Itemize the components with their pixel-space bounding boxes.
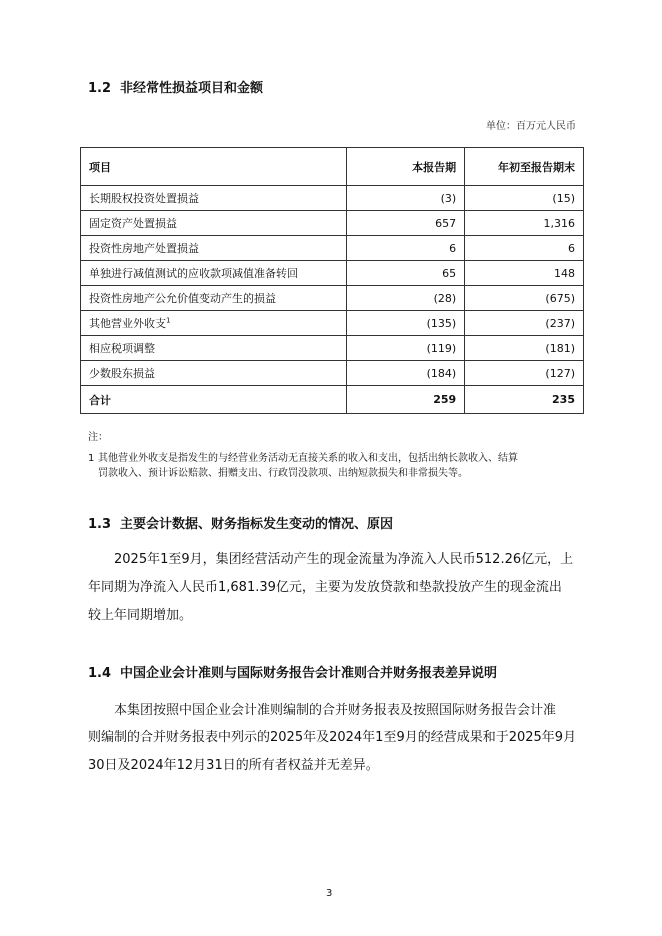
section-1-4-line-2: 则编制的合并财务报表中列示的2025年及2024年1至9月的经营成果和于2025年9月 (88, 730, 577, 745)
non-recurring-items-table (80, 147, 584, 414)
section-1-3-line-3: 较上年同期增加。 (88, 608, 193, 623)
section-1-4-line-1: 本集团按照中国企业会计准则编制的合并财务报表及按照国际财务报告会计准 (114, 703, 557, 718)
row-ytd: (15) (465, 186, 584, 211)
row-ytd: (675) (465, 286, 584, 311)
note-1-line-2: 罚款收入、预计诉讼赔款、捐赠支出、行政罚没款项、出纳短款损失和非常损失等。 (98, 468, 468, 479)
row-current: (3) (347, 186, 465, 211)
section-number: 1.3 (88, 517, 112, 532)
header-item: 项目 (81, 148, 347, 186)
row-label: 固定资产处置损益 (81, 211, 347, 236)
section-title: 非经常性损益项目和金额 (120, 81, 264, 96)
notes-heading: 注： (88, 432, 108, 443)
row-ytd: 6 (465, 236, 584, 261)
row-label: 其他营业外收支$^1$ (81, 311, 347, 336)
note-1-number: 1 (88, 453, 95, 464)
row-current: 657 (347, 211, 465, 236)
note-1-line-1: 其他营业外收支是指发生的与经营业务活动无直接关系的收入和支出，包括出纳长款收入、结算 (98, 453, 518, 464)
header-year-to-date: 年初至报告期末 (465, 148, 584, 186)
section-number: 1.4 (88, 666, 112, 681)
row-ytd: 1,316 (465, 211, 584, 236)
row-current: (135) (347, 311, 465, 336)
row-label: 投资性房地产处置损益 (81, 236, 347, 261)
row-ytd: (237) (465, 311, 584, 336)
table-total-row (81, 386, 584, 414)
row-ytd: (181) (465, 336, 584, 361)
table-row (81, 361, 584, 386)
table-row (81, 286, 584, 311)
section-1-3-line-1: 2025年1至9月，集团经营活动产生的现金流量为净流入人民币512.26亿元，上 (114, 552, 574, 567)
header-current-period: 本报告期 (347, 148, 465, 186)
table-header-row (81, 148, 584, 186)
row-ytd: (127) (465, 361, 584, 386)
row-current: (184) (347, 361, 465, 386)
section-number: 1.2 (88, 81, 112, 96)
row-current: 6 (347, 236, 465, 261)
row-ytd: 148 (465, 261, 584, 286)
total-ytd: 235 (465, 386, 584, 414)
unit-label: 单位：百万元人民币 (486, 121, 576, 132)
table-row (81, 311, 584, 336)
table-row (81, 211, 584, 236)
section-title: 中国企业会计准则与国际财务报告会计准则合并财务报表差异说明 (120, 666, 498, 681)
section-1-4-line-3: 30日及2024年12月31日的所有者权益并无差异。 (88, 758, 379, 773)
row-current: (119) (347, 336, 465, 361)
row-label: 投资性房地产公允价值变动产生的损益 (81, 286, 347, 311)
row-label: 长期股权投资处置损益 (81, 186, 347, 211)
table-row (81, 186, 584, 211)
row-current: 65 (347, 261, 465, 286)
row-label: 单独进行减值测试的应收款项减值准备转回 (81, 261, 347, 286)
total-label: 合计 (81, 386, 347, 414)
section-title: 主要会计数据、财务指标发生变动的情况、原因 (120, 517, 394, 532)
section-1-3-heading (88, 513, 393, 532)
page-number: 3 (326, 888, 333, 899)
table-row (81, 236, 584, 261)
table-row (81, 336, 584, 361)
section-1-2-heading (88, 77, 263, 96)
section-1-3-line-2: 年同期为净流入人民币1,681.39亿元，主要为发放贷款和垫款投放产生的现金流出 (88, 580, 562, 595)
section-1-4-heading (88, 662, 497, 681)
footnote-marker: 1 (166, 316, 171, 325)
row-label: 少数股东损益 (81, 361, 347, 386)
row-current: (28) (347, 286, 465, 311)
row-label: 相应税项调整 (81, 336, 347, 361)
total-current: 259 (347, 386, 465, 414)
table-row (81, 261, 584, 286)
